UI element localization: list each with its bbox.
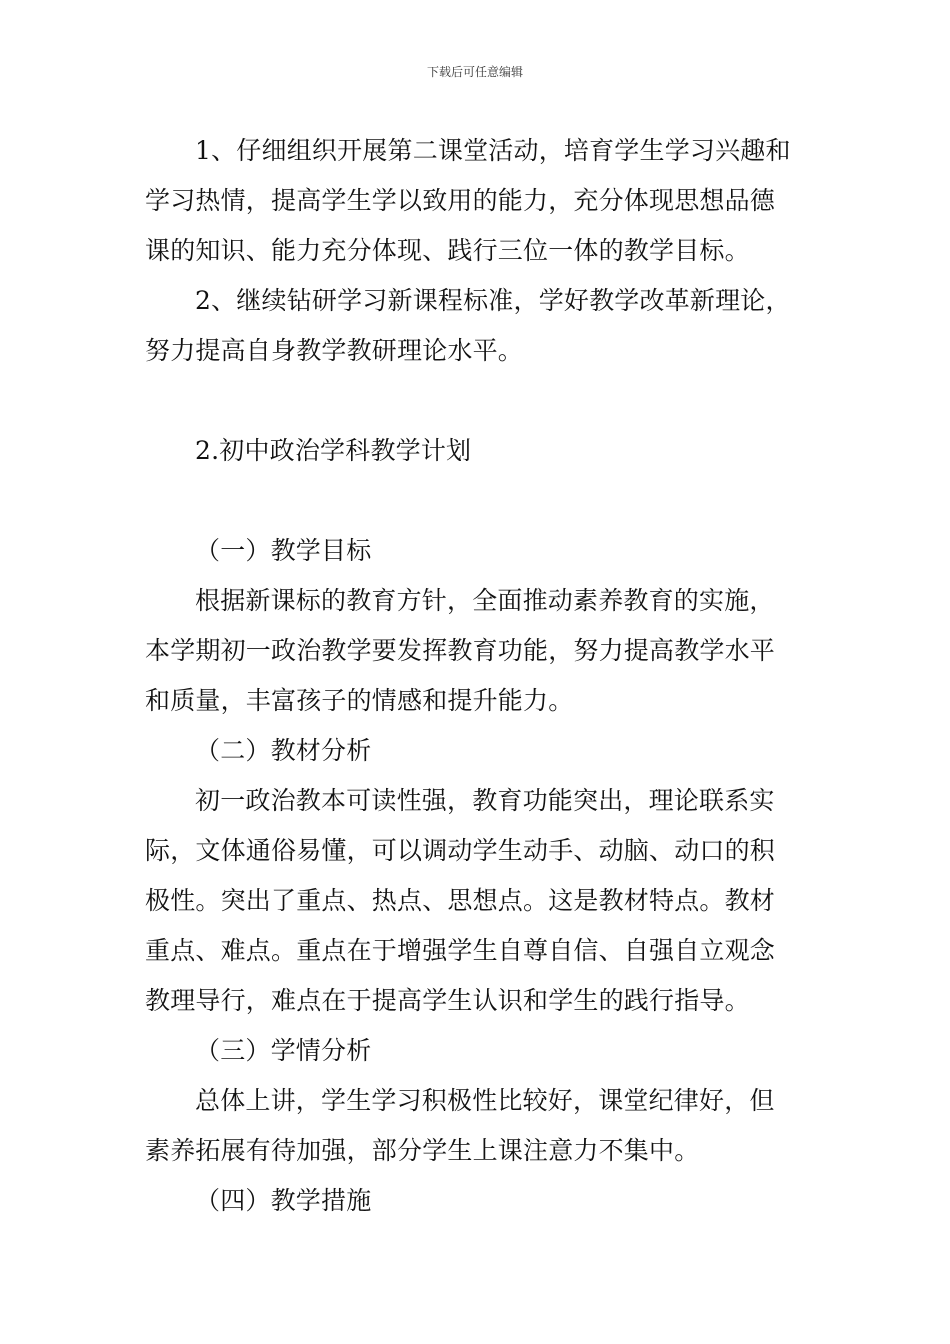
subsection-heading-1: （一）教学目标 — [195, 536, 372, 565]
paragraph-line: 总体上讲，学生学习积极性比较好，课堂纪律好，但 — [195, 1086, 775, 1115]
paragraph-line: 本学期初一政治教学要发挥教育功能，努力提高教学水平 — [145, 636, 776, 665]
paragraph-line: 教理导行，难点在于提高学生认识和学生的践行指导。 — [145, 986, 750, 1015]
spacer — [145, 376, 810, 426]
paragraph-student-analysis — [145, 1076, 810, 1176]
page-header: 下载后可任意编辑 — [426, 65, 523, 79]
paragraph-line: 初一政治教本可读性强，教育功能突出，理论联系实 — [195, 786, 775, 815]
paragraph-line: 际，文体通俗易懂，可以调动学生动手、动脑、动口的积 — [145, 836, 776, 865]
paragraph-line: 课的知识、能力充分体现、践行三位一体的教学目标。 — [145, 236, 750, 265]
paragraph-line: 极性。突出了重点、热点、思想点。这是教材特点。教材 — [145, 886, 776, 915]
subsection-heading-3: （三）学情分析 — [195, 1036, 372, 1065]
paragraph-line: 根据新课标的教育方针，全面推动素养教育的实施， — [195, 586, 775, 615]
subsection-heading-2: （二）教材分析 — [195, 736, 372, 765]
paragraph-line: 重点、难点。重点在于增强学生自尊自信、自强自立观念 — [145, 936, 776, 965]
paragraph-textbook-analysis — [145, 776, 810, 1026]
paragraph-goals — [145, 576, 810, 726]
paragraph-item-1 — [145, 126, 810, 276]
paragraph-item-2 — [145, 276, 810, 376]
paragraph-line: 和质量，丰富孩子的情感和提升能力。 — [145, 686, 574, 715]
subsection-heading-4: （四）教学措施 — [195, 1186, 372, 1215]
paragraph-line: 2、继续钻研学习新课程标准，学好教学改革新理论， — [195, 286, 791, 315]
paragraph-line: 努力提高自身教学教研理论水平。 — [145, 336, 524, 365]
section-title: 2.初中政治学科教学计划 — [195, 436, 472, 465]
paragraph-line: 学习热情，提高学生学以致用的能力，充分体现思想品德 — [145, 186, 776, 215]
document-body — [145, 126, 810, 1226]
paragraph-line: 1、仔细组织开展第二课堂活动，培育学生学习兴趣和 — [195, 136, 791, 165]
paragraph-line: 素养拓展有待加强，部分学生上课注意力不集中。 — [145, 1136, 700, 1165]
spacer — [145, 476, 810, 526]
